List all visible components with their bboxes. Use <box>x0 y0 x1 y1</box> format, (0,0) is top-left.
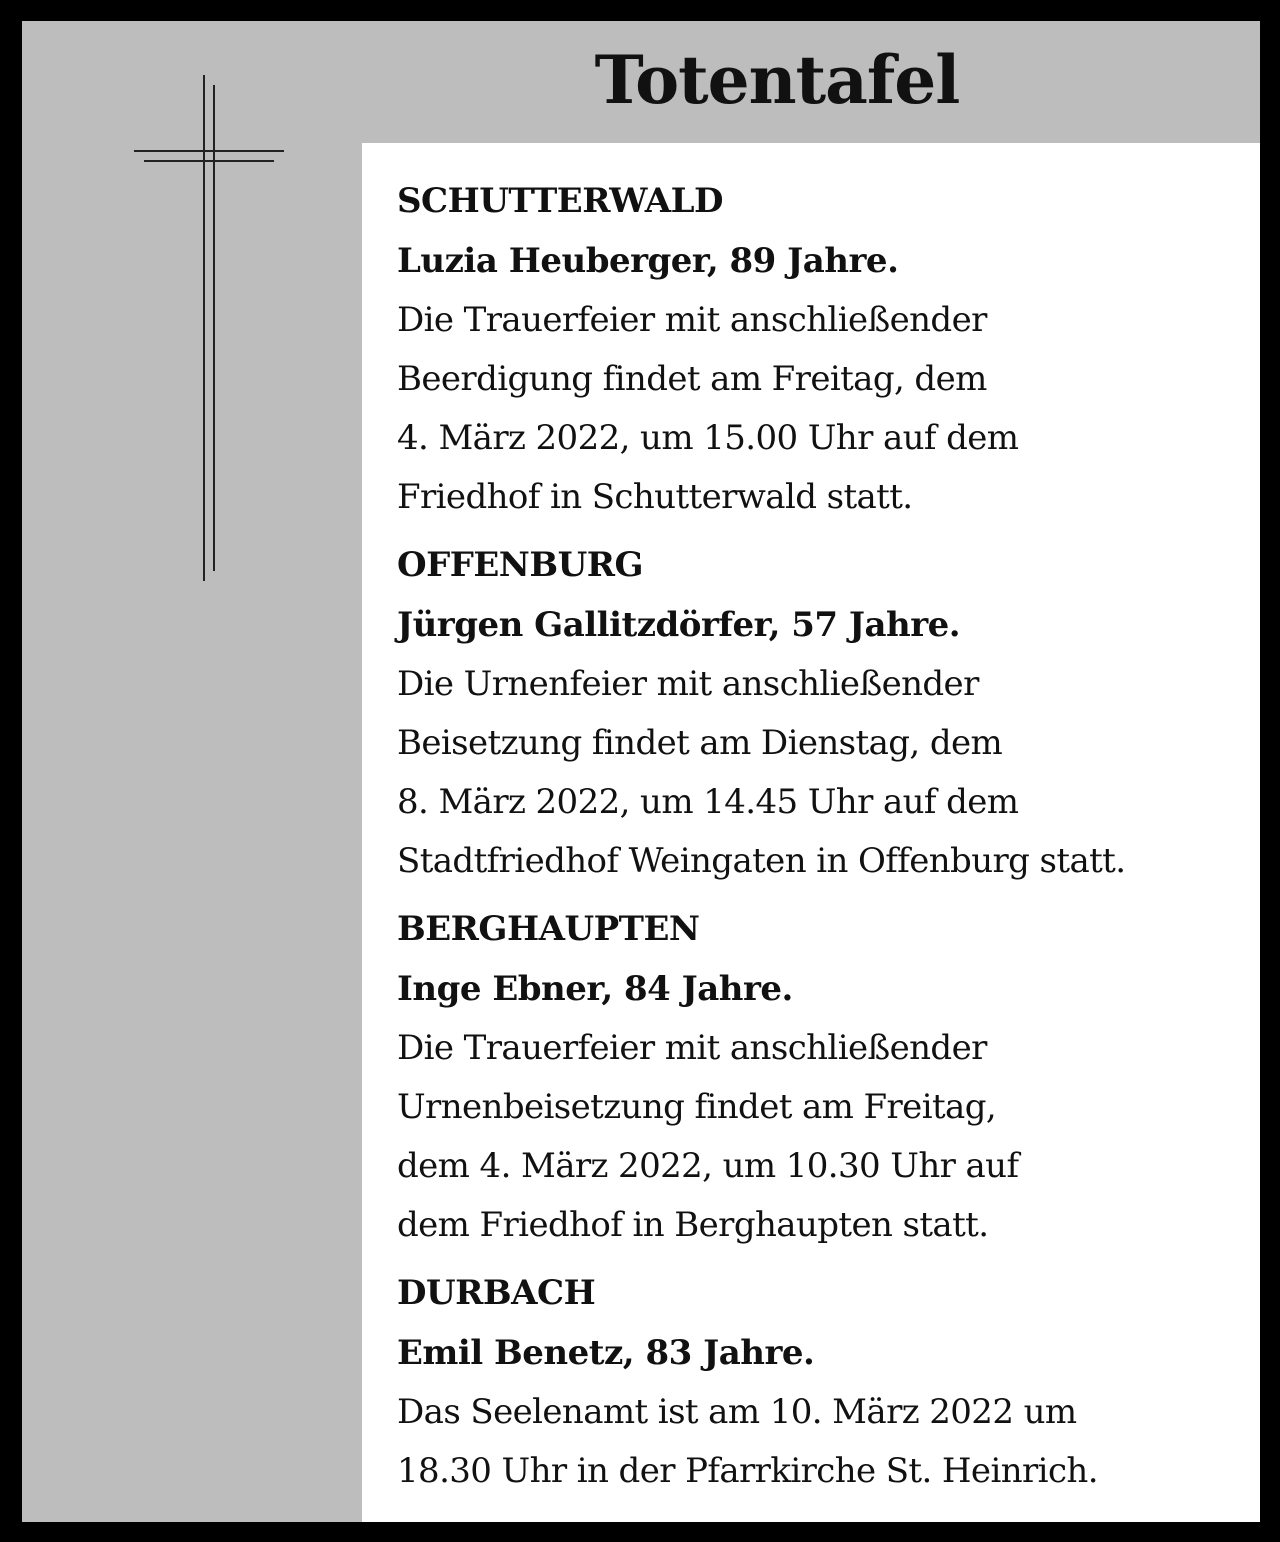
entry-place: DURBACH <box>397 1273 596 1313</box>
entry-text-line: Urnenbeisetzung findet am Freitag, <box>397 1087 997 1127</box>
entry-text-line: Die Trauerfeier mit anschließender <box>397 300 987 340</box>
entry-text-line: 18.30 Uhr in der Pfarrkirche St. Heinrich. <box>397 1451 1098 1491</box>
entry-place: SCHUTTERWALD <box>397 181 723 221</box>
obituary-entry <box>397 535 1247 891</box>
obituary-list <box>362 143 1260 1522</box>
entry-person: Emil Benetz, 83 Jahre. <box>397 1333 815 1373</box>
obituary-entry <box>397 899 1247 1255</box>
entry-person: Inge Ebner, 84 Jahre. <box>397 969 793 1009</box>
entry-person: Luzia Heuberger, 89 Jahre. <box>397 241 899 281</box>
entry-text-line: 4. März 2022, um 15.00 Uhr auf dem <box>397 418 1019 458</box>
entry-text-line: dem 4. März 2022, um 10.30 Uhr auf <box>397 1146 1019 1186</box>
page-title: Totentafel <box>594 41 960 119</box>
entry-person: Jürgen Gallitzdörfer, 57 Jahre. <box>397 605 961 645</box>
cross-icon <box>134 75 286 581</box>
entry-place: BERGHAUPTEN <box>397 909 700 949</box>
entry-place: OFFENBURG <box>397 545 644 585</box>
entries-container <box>397 171 1247 1509</box>
entry-text-line: Friedhof in Schutterwald statt. <box>397 477 913 517</box>
obituary-entry <box>397 1263 1247 1501</box>
entry-text-line: 8. März 2022, um 14.45 Uhr auf dem <box>397 782 1019 822</box>
entry-text-line: Die Urnenfeier mit anschließender <box>397 664 979 704</box>
entry-text-line: dem Friedhof in Berghaupten statt. <box>397 1205 989 1245</box>
entry-text-line: Das Seelenamt ist am 10. März 2022 um <box>397 1392 1077 1432</box>
entry-text-line: Beerdigung findet am Freitag, dem <box>397 359 987 399</box>
entry-text-line: Beisetzung findet am Dienstag, dem <box>397 723 1003 763</box>
entry-text-line: Stadtfriedhof Weingaten in Offenburg statt. <box>397 841 1126 881</box>
obituary-entry <box>397 171 1247 527</box>
entry-text-line: Die Trauerfeier mit anschließender <box>397 1028 987 1068</box>
